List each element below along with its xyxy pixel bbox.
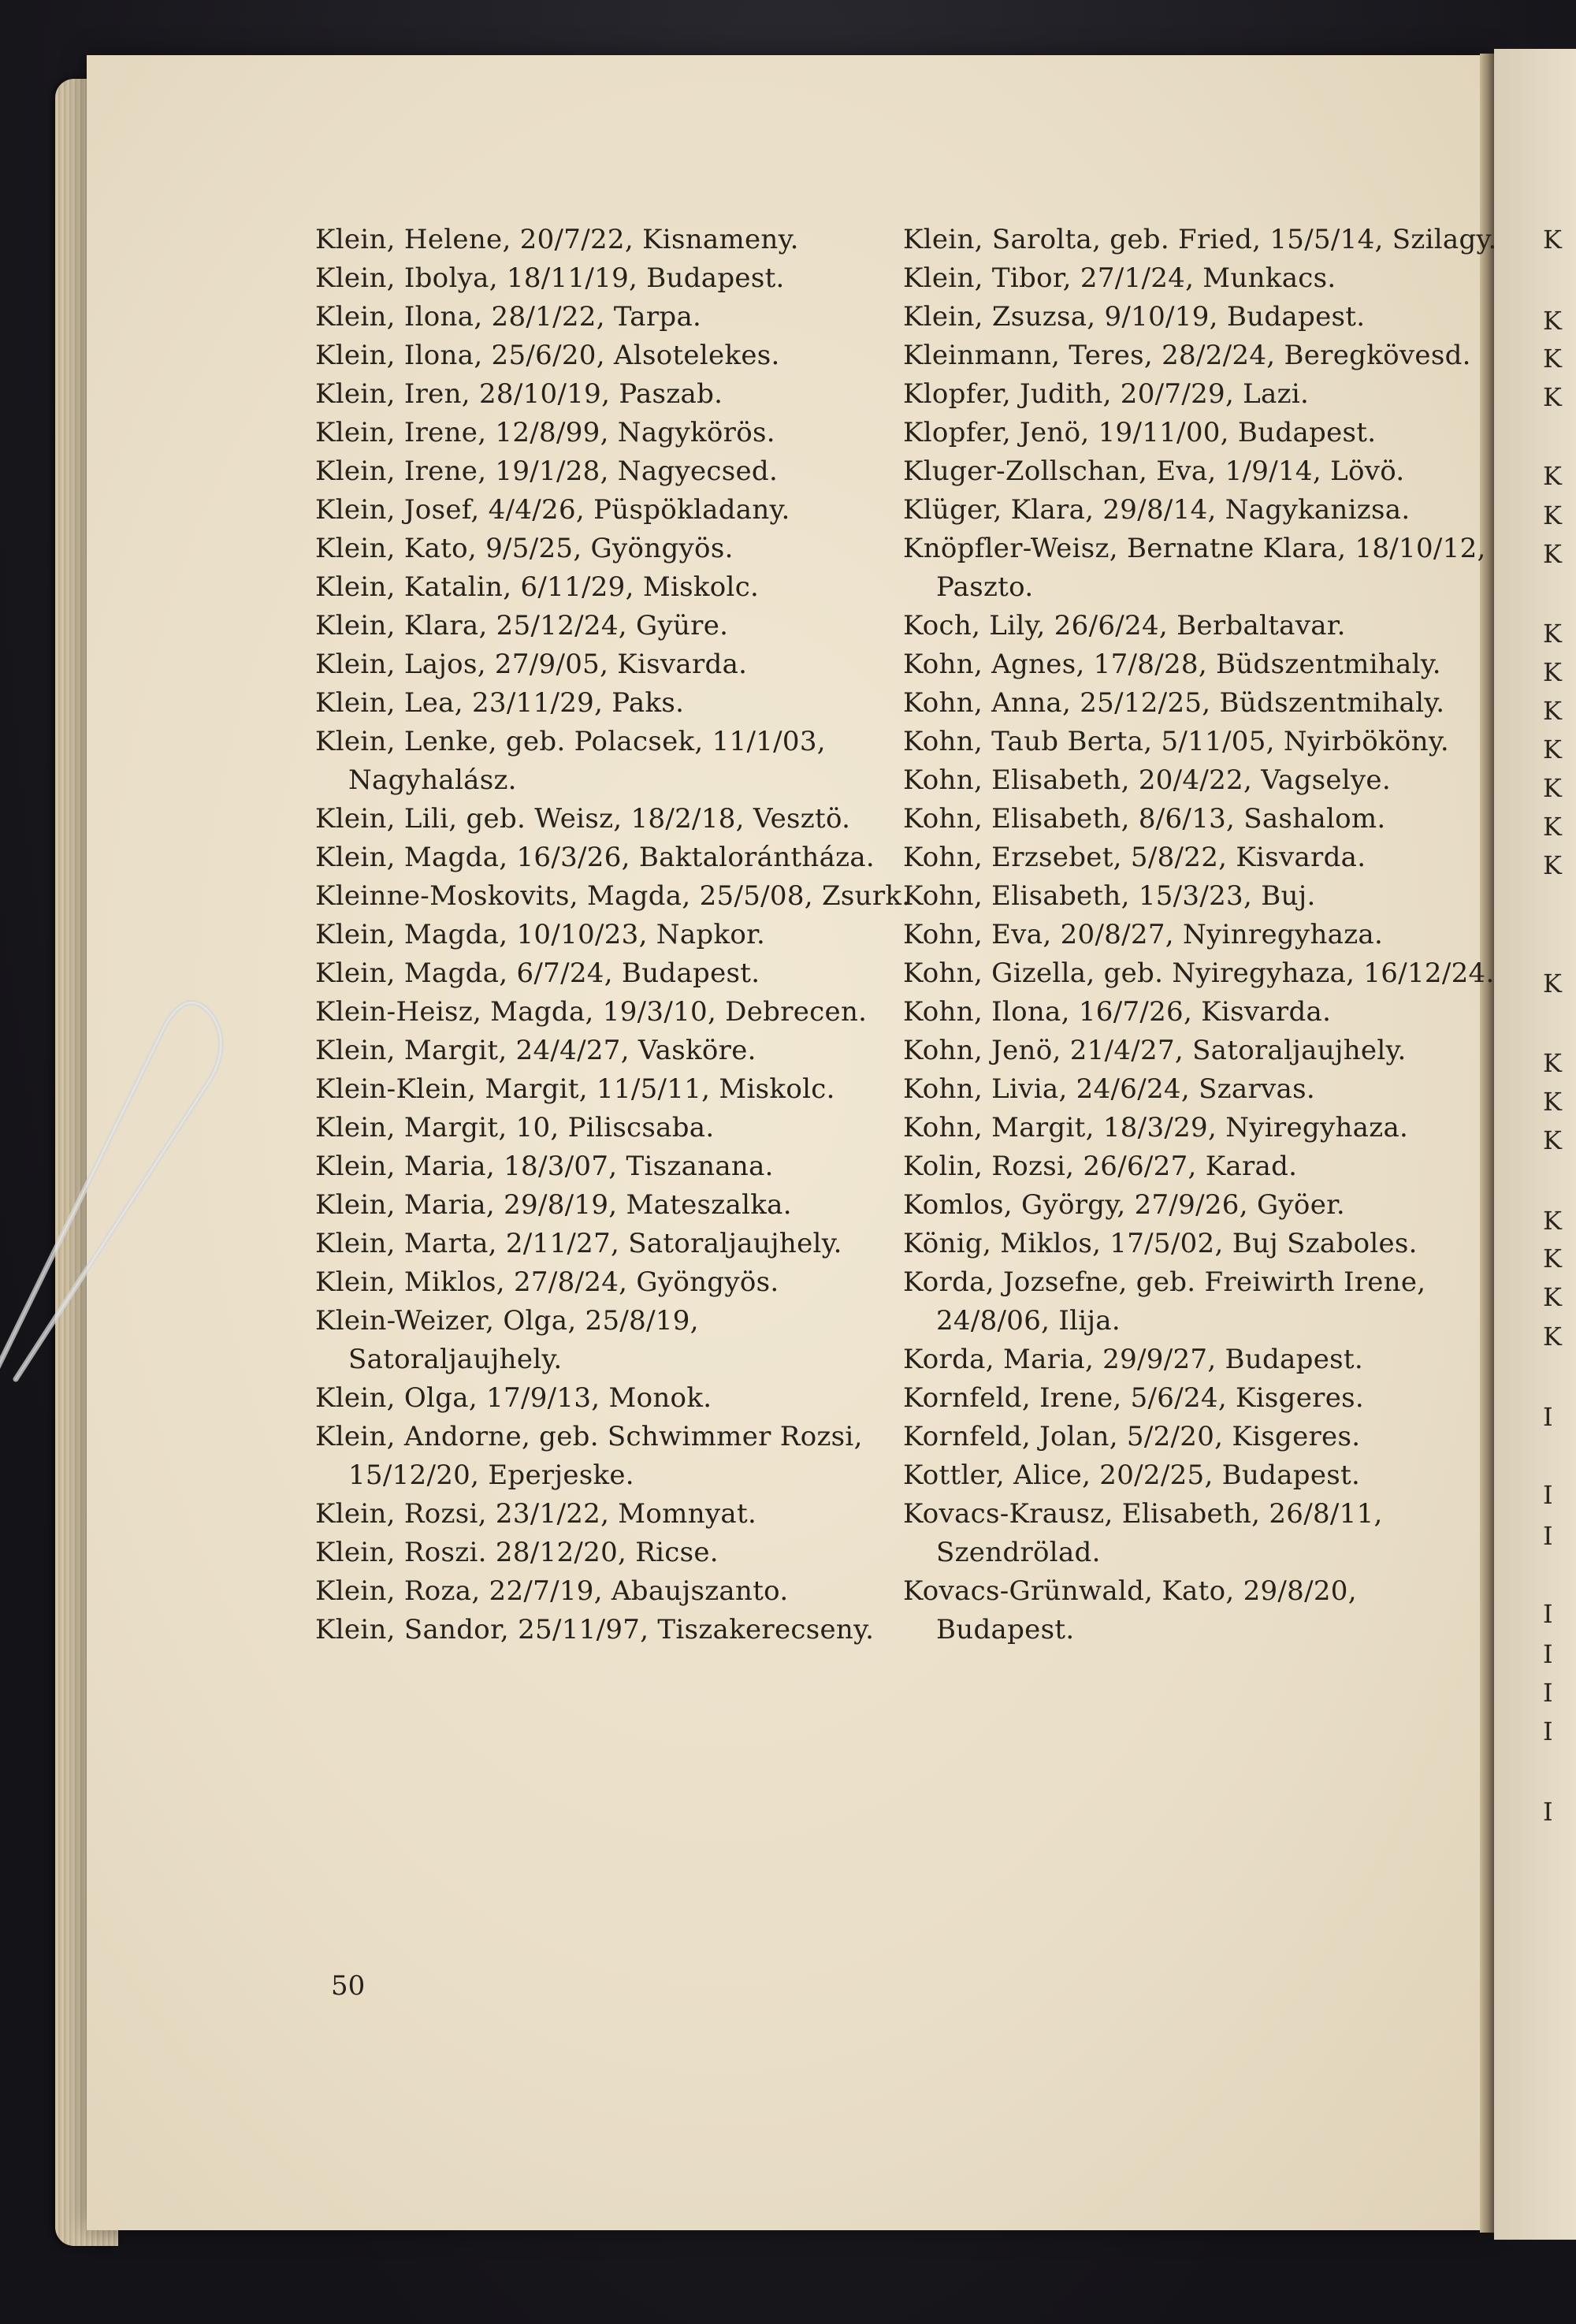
register-entry: Klein, Roszi. 28/12/20, Ricse.	[315, 1537, 719, 1568]
register-entry: Kovacs-Krausz, Elisabeth, 26/8/11, Szendrölad.	[903, 1498, 1383, 1568]
register-entry: Kornfeld, Irene, 5/6/24, Kisgeres.	[903, 1382, 1364, 1414]
next-page-letter: I	[1543, 1480, 1553, 1510]
next-page-letter: K	[1543, 1282, 1562, 1312]
register-entry: Klein-Weizer, Olga, 25/8/19, Satoraljaujhely.	[315, 1305, 699, 1375]
next-page-letter: I	[1543, 1521, 1553, 1551]
register-entry: Kohn, Eva, 20/8/27, Nyinregyhaza.	[903, 919, 1384, 950]
next-page-letter: K	[1543, 812, 1562, 842]
next-page-edge	[1494, 49, 1576, 2240]
register-entry: Kohn, Elisabeth, 15/3/23, Buj.	[903, 880, 1316, 912]
next-page-letter: K	[1543, 1087, 1562, 1117]
register-entry: Klein, Sarolta, geb. Fried, 15/5/14, Szilagy.	[903, 224, 1497, 255]
register-entry: Klein, Miklos, 27/8/24, Gyöngyös.	[315, 1266, 779, 1298]
register-entry: Kolin, Rozsi, 26/6/27, Karad.	[903, 1151, 1298, 1182]
register-entry: Klein, Ilona, 25/6/20, Alsotelekes.	[315, 340, 780, 371]
register-entry: Klein, Sandor, 25/11/97, Tiszakerecseny.	[315, 1614, 875, 1645]
register-entry: Kornfeld, Jolan, 5/2/20, Kisgeres.	[903, 1421, 1361, 1452]
next-page-letter: K	[1543, 1244, 1562, 1274]
right-column	[903, 221, 1502, 1649]
next-page-letter: K	[1543, 773, 1562, 803]
register-entry: Kleinmann, Teres, 28/2/24, Beregkövesd.	[903, 340, 1471, 371]
next-page-letter: K	[1543, 1125, 1562, 1155]
next-page-letter: I	[1543, 1678, 1553, 1708]
register-entry: Kohn, Gizella, geb. Nyiregyhaza, 16/12/24.	[903, 957, 1495, 989]
register-entry: Klopfer, Jenö, 19/11/00, Budapest.	[903, 417, 1377, 448]
register-entry: Klein, Ilona, 28/1/22, Tarpa.	[315, 301, 702, 333]
register-entry: Korda, Maria, 29/9/27, Budapest.	[903, 1344, 1363, 1375]
next-page-letter: K	[1543, 539, 1562, 569]
next-page-letter: I	[1543, 1716, 1553, 1746]
register-entry: Klein, Margit, 10, Piliscsaba.	[315, 1112, 715, 1143]
register-entry: Klein, Klara, 25/12/24, Gyüre.	[315, 610, 729, 641]
register-entry: Kleinne-Moskovits, Magda, 25/5/08, Zsurk.	[315, 880, 911, 912]
register-entry: Klein, Zsuzsa, 9/10/19, Budapest.	[903, 301, 1366, 333]
register-entry: Klein, Roza, 22/7/19, Abaujszanto.	[315, 1575, 789, 1607]
register-entry: Kohn, Margit, 18/3/29, Nyiregyhaza.	[903, 1112, 1409, 1143]
next-page-letter: K	[1543, 696, 1562, 726]
next-page-letter: K	[1543, 461, 1562, 491]
next-page-letter: K	[1543, 382, 1562, 412]
register-entry: Kohn, Jenö, 21/4/27, Satoraljaujhely.	[903, 1035, 1407, 1066]
register-entry: Kohn, Taub Berta, 5/11/05, Nyirbököny.	[903, 726, 1449, 757]
next-page-letter: K	[1543, 1048, 1562, 1078]
register-entry: Klein, Lea, 23/11/29, Paks.	[315, 687, 685, 719]
next-page-letter: K	[1543, 1206, 1562, 1236]
register-entry: Kohn, Erzsebet, 5/8/22, Kisvarda.	[903, 842, 1366, 873]
register-entry: Klein, Lenke, geb. Polacsek, 11/1/03, Nagyhalász.	[315, 726, 826, 796]
next-page-letter: K	[1543, 225, 1562, 255]
register-entry: Klein, Kato, 9/5/25, Gyöngyös.	[315, 533, 734, 564]
register-entry: Koch, Lily, 26/6/24, Berbaltavar.	[903, 610, 1346, 641]
next-page-letter: K	[1543, 500, 1562, 530]
next-page-letter: K	[1543, 344, 1562, 374]
next-page-letter: K	[1543, 969, 1562, 998]
register-entry: Kohn, Elisabeth, 8/6/13, Sashalom.	[903, 803, 1386, 835]
register-entry: Klein, Maria, 29/8/19, Mateszalka.	[315, 1189, 792, 1221]
register-entry: Klein-Heisz, Magda, 19/3/10, Debrecen.	[315, 996, 868, 1028]
next-page-letter: K	[1543, 850, 1562, 880]
register-entry: Klein, Irene, 19/1/28, Nagyecsed.	[315, 456, 779, 487]
next-page-letter: I	[1543, 1402, 1553, 1432]
register-entry: Klein, Josef, 4/4/26, Püspökladany.	[315, 494, 790, 526]
register-entry: Komlos, György, 27/9/26, Gyöer.	[903, 1189, 1346, 1221]
next-page-letter: I	[1543, 1639, 1553, 1669]
register-entry: Klein, Rozsi, 23/1/22, Momnyat.	[315, 1498, 757, 1530]
register-entry: Klein, Andorne, geb. Schwimmer Rozsi, 15/12/20, Eperjeske.	[315, 1421, 863, 1491]
register-entry: Klein, Helene, 20/7/22, Kisnameny.	[315, 224, 799, 255]
register-entry: Klein, Margit, 24/4/27, Vasköre.	[315, 1035, 756, 1066]
register-entry: Klein, Lajos, 27/9/05, Kisvarda.	[315, 649, 748, 680]
register-entry: Klein, Marta, 2/11/27, Satoraljaujhely.	[315, 1228, 842, 1259]
next-page-letter: K	[1543, 734, 1562, 764]
register-entry: Klein, Magda, 10/10/23, Napkor.	[315, 919, 766, 950]
register-entry: Kohn, Agnes, 17/8/28, Büdszentmihaly.	[903, 649, 1441, 680]
register-entry: Klein, Irene, 12/8/99, Nagykörös.	[315, 417, 775, 448]
register-entry: Klein, Magda, 6/7/24, Budapest.	[315, 957, 760, 989]
next-page-letter: I	[1543, 1797, 1553, 1827]
register-entry: Klein, Maria, 18/3/07, Tiszanana.	[315, 1151, 774, 1182]
register-entry: Klein, Iren, 28/10/19, Paszab.	[315, 378, 723, 410]
register-entry: Klein, Olga, 17/9/13, Monok.	[315, 1382, 712, 1414]
register-entry: König, Miklos, 17/5/02, Buj Szaboles.	[903, 1228, 1418, 1259]
register-entry: Kohn, Livia, 24/6/24, Szarvas.	[903, 1073, 1315, 1105]
register-entry: Klopfer, Judith, 20/7/29, Lazi.	[903, 378, 1310, 410]
register-entry: Kohn, Elisabeth, 20/4/22, Vagselye.	[903, 764, 1391, 796]
register-entry: Klein-Klein, Margit, 11/5/11, Miskolc.	[315, 1073, 835, 1105]
register-entry: Klein, Ibolya, 18/11/19, Budapest.	[315, 262, 785, 294]
register-entry: Kottler, Alice, 20/2/25, Budapest.	[903, 1459, 1361, 1491]
register-entry: Kovacs-Grünwald, Kato, 29/8/20, Budapest.	[903, 1575, 1357, 1645]
register-entry: Klein, Magda, 16/3/26, Baktalorántháza.	[315, 842, 875, 873]
register-entry: Korda, Jozsefne, geb. Freiwirth Irene, 24/8/06, Ilija.	[903, 1266, 1426, 1337]
next-page-letter: I	[1543, 1599, 1553, 1629]
register-entry: Klüger, Klara, 29/8/14, Nagykanizsa.	[903, 494, 1411, 526]
register-entry: Kluger-Zollschan, Eva, 1/9/14, Lövö.	[903, 456, 1405, 487]
next-page-letter: K	[1543, 619, 1562, 649]
page-number: 50	[331, 1970, 366, 2002]
register-entry: Kohn, Anna, 25/12/25, Büdszentmihaly.	[903, 687, 1445, 719]
next-page-letter: K	[1543, 657, 1562, 687]
next-page-letter: K	[1543, 1322, 1562, 1352]
left-column	[315, 221, 914, 1649]
register-entry: Kohn, Ilona, 16/7/26, Kisvarda.	[903, 996, 1332, 1028]
register-entry: Knöpfler-Weisz, Bernatne Klara, 18/10/12, Paszto.	[903, 533, 1486, 603]
register-entry: Klein, Lili, geb. Weisz, 18/2/18, Vesztö.	[315, 803, 851, 835]
register-entry: Klein, Tibor, 27/1/24, Munkacs.	[903, 262, 1336, 294]
next-page-letter: K	[1543, 306, 1562, 336]
register-entry: Klein, Katalin, 6/11/29, Miskolc.	[315, 571, 760, 603]
